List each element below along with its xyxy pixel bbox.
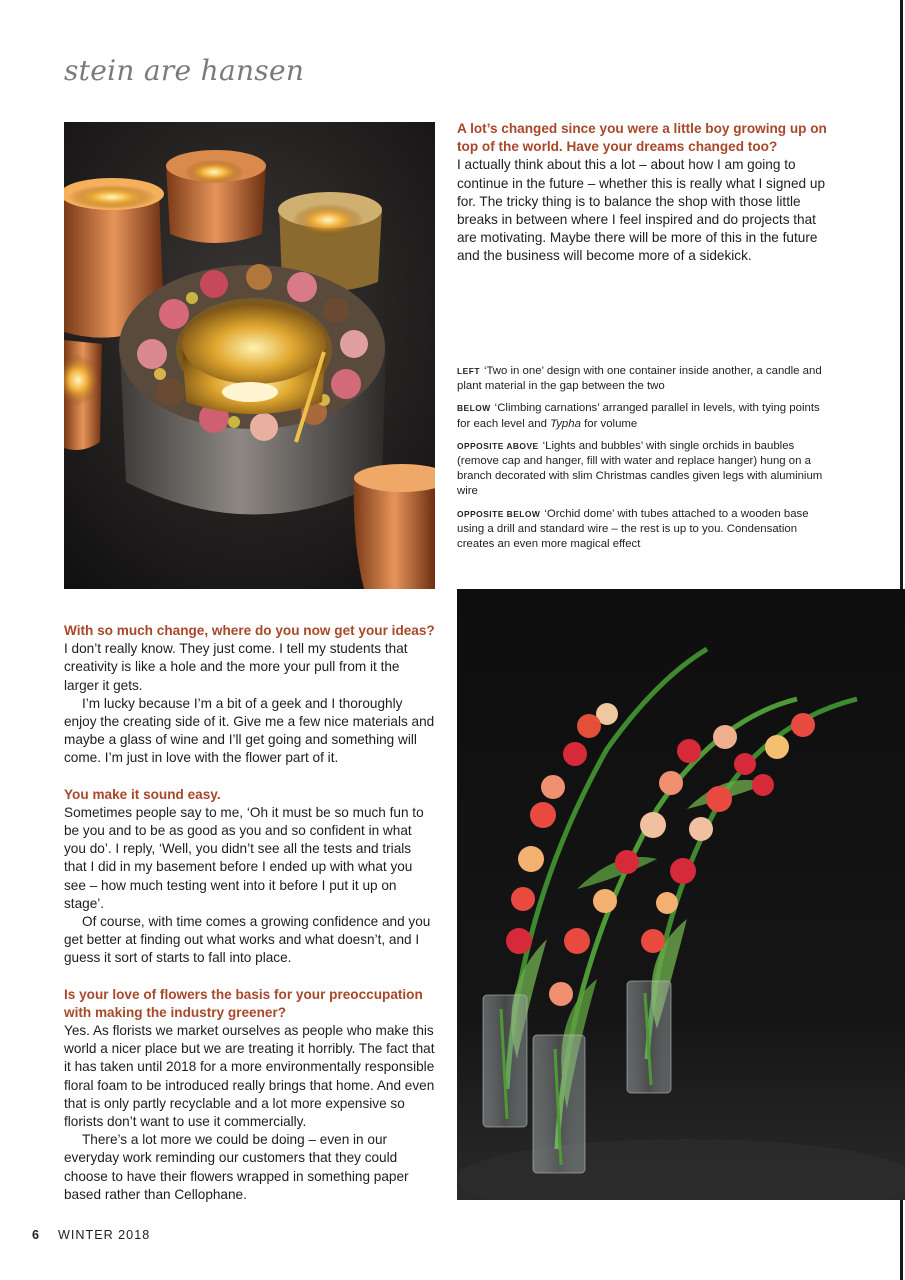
interview-paragraph: Sometimes people say to me, ‘Oh it must be so much fun to be you and to be as good as you and so confident in what you do’. I reply, ‘Well, you didn’t see all the tests and trials that I did in my basement before I ended up with what you see – how much testing went into it before I put it up on stage’. [64,804,424,911]
photo-captions [457,364,829,559]
caption-text: ‘Two in one’ design with one container inside another, a candle and plant material in the gap between the two [457,365,822,393]
interview-paragraph: Yes. As florists we market ourselves as people who make this world a nicer place but we are treating it horribly. The fact that it has taken until 2018 for a more environmentally responsible floral foam to be introduced really brings that home. And even that is only partly recyclable and a lot more expensive so florists don’t want to use it commercially. [64,1023,435,1130]
page-footer [32,1228,150,1242]
caption-label: BELOW [457,403,491,414]
caption-label: OPPOSITE ABOVE [457,440,539,451]
climbing-carnations-photo [457,589,905,1200]
interview-question: Is your love of flowers the basis for your preoccupation with making the industry greener? [64,986,423,1020]
candle-arrangement-photo [64,122,435,589]
interview-question: You make it sound easy. [64,786,221,802]
caption-label: OPPOSITE BELOW [457,508,541,519]
interview-paragraph: I don’t really know. They just come. I tell my students that creativity is like a hole and the more your pull from it the larger it gets. [64,641,408,693]
caption-text: ‘Climbing carnations’ arranged parallel in levels, with tying points for each level and [457,402,820,430]
masthead-title: stein are hansen [64,54,305,87]
caption-left [457,364,829,394]
interview-answer: I actually think about this a lot – about how I am going to continue in the future – whether this is really what I signed up for. The tricky thing is to balance the shop with those little breaks in between where I feel inspired and do projects that are motivating. Maybe there will be more of this in the future and the business will become more of a sidekick. [457,157,826,264]
interview-paragraph: There’s a lot more we could be doing – even in our everyday work reminding our customers that they could choose to have their flowers wrapped in something paper based rather than Cellophane. [64,1132,409,1202]
caption-opposite-below [457,507,829,553]
caption-below [457,401,829,431]
caption-opposite-above [457,439,829,500]
caption-label: LEFT [457,366,480,376]
caption-text: for volume [580,417,638,430]
interview-question: A lot’s changed since you were a little boy growing up on top of the world. Have your dreams changed too? [457,121,827,155]
issue-label: WINTER 2018 [58,1228,151,1242]
page-number: 6 [32,1228,41,1242]
caption-text: ‘Orchid dome’ with tubes attached to a wooden base using a drill and standard wire – the rest is up to you. Condensation creates an even more magical effect [457,507,809,551]
caption-text: ‘Lights and bubbles’ with single orchids in baubles (remove cap and hanger, fill with water and replace hanger) hung on a branch decorated with slim Christmas candles given legs with aluminium wire [457,439,823,498]
caption-italic-term: Typha [550,417,581,430]
interview-paragraph: I’m lucky because I’m a bit of a geek and I thoroughly enjoy the creating side of it. Give me a few nice materials and maybe a glass of wine and I’ll get going and something will come. I’m just in love with the flower part of it. [64,695,435,766]
interview-question: With so much change, where do you now get your ideas? [64,623,435,638]
main-interview [64,622,436,1204]
interview-paragraph: Of course, with time comes a growing confidence and you get better at finding out what works and what doesn’t, and I guess it sort of starts to fall into place. [64,914,431,966]
intro-interview [457,120,832,266]
